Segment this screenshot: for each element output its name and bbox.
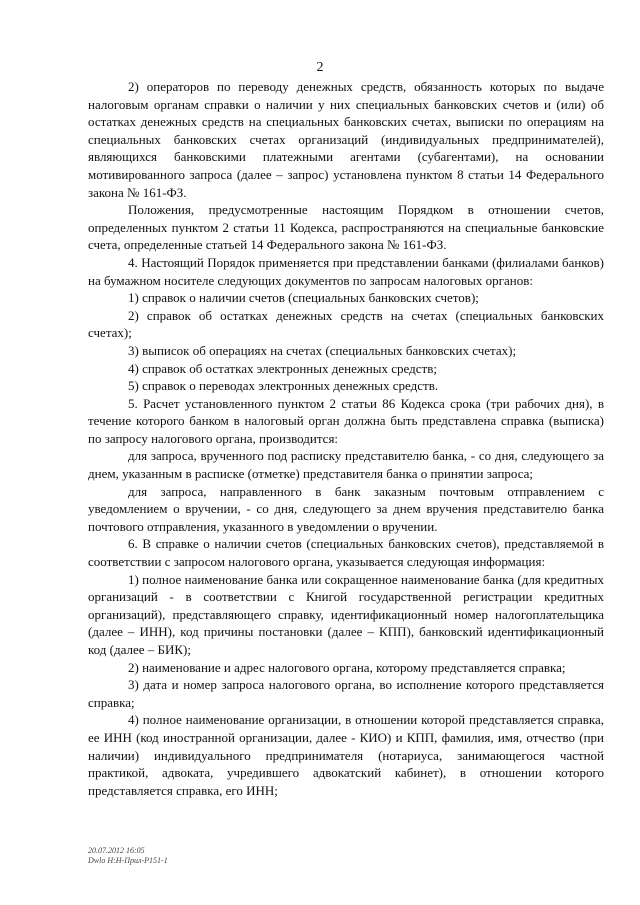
page-number: 2: [316, 60, 324, 75]
paragraph: 3) выписок об операциях на счетах (специальных банковских счетах);: [128, 342, 517, 358]
paragraph: для запроса, врученного под расписку представителю банка, - со дня, следующего за днем, указанным в расписке (отметке) представителя банка о принятии запроса;: [88, 448, 604, 482]
paragraph: 1) полное наименование банка или сокращенное наименование банка (для кредитных организаций - в соответствии с Книгой государственной регистрации кредитных организаций), представляющего справку, идентификационный номер налогоплательщика (далее – ИНН), код причины постановки (далее – КПП), банковский идентификационный код (далее – БИК);: [88, 571, 604, 657]
paragraph: 1) справок о наличии счетов (специальных банковских счетов);: [128, 290, 479, 306]
paragraph: 5. Расчет установленного пунктом 2 статьи 86 Кодекса срока (три рабочих дня), в течение которого банком в налоговый орган должна быть представлена справка (выписка) по запросу налогового органа, производится:: [88, 395, 604, 446]
footer-timestamp: 20.07.2012 16:05: [88, 846, 145, 855]
paragraph: Положения, предусмотренные настоящим Порядком в отношении счетов, определенных пунктом 2 статьи 11 Кодекса, распространяются на специальные банковские счета, определенные статьей 14 Федерального закона № 161-ФЗ.: [88, 202, 604, 253]
paragraph: 5) справок о переводах электронных денежных средств.: [128, 378, 439, 394]
paragraph: 2) операторов по переводу денежных средств, обязанность которых по выдаче налоговым органам справки о наличии у них специальных банковских счетов и (или) об остатках денежных средств на специальных банковских счетах, выписки по операциям на специальных банковских счетах организаций (индивидуальных предпринимателей), являющихся банковскими платежными агентами (субагентами), на основании мотивированного запроса (далее – запрос) установлена пунктом 8 статьи 14 Федерального закона № 161-ФЗ.: [88, 79, 604, 200]
paragraph: 2) справок об остатках денежных средств на счетах (специальных банковских счетах);: [88, 307, 604, 341]
paragraph: для запроса, направленного в банк заказным почтовым отправлением с уведомлением о вручении, - со дня, следующего за днем вручения представителю банка почтового отправления, указанного в уведомлении о вручении.: [88, 483, 604, 534]
paragraph: 2) наименование и адрес налогового органа, которому представляется справка;: [128, 659, 566, 675]
document-body: [88, 78, 604, 799]
document-footer: [88, 846, 168, 866]
paragraph: 6. В справке о наличии счетов (специальных банковских счетов), представляемой в соответствии с запросом налогового органа, указывается следующая информация:: [88, 536, 604, 570]
footer-file-reference: Dwlo H:Н-Прил-Р151-1: [88, 856, 168, 865]
paragraph: 3) дата и номер запроса налогового органа, во исполнение которого представляется справка;: [88, 677, 604, 710]
paragraph: 4) полное наименование организации, в отношении которой представляется справка, ее ИНН (код иностранной организации, далее - КИО) и КПП, фамилия, имя, отчество (при наличии) индивидуального предпринимателя (нотариуса, занимающегося частной практикой, адвоката, учредившего адвокатский кабинет), в отношении которого представляется справка, его ИНН;: [88, 712, 604, 798]
paragraph: 4. Настоящий Порядок применяется при представлении банками (филиалами банков) на бумажном носителе следующих документов по запросам налоговых органов:: [88, 254, 604, 288]
paragraph: 4) справок об остатках электронных денежных средств;: [128, 360, 437, 376]
